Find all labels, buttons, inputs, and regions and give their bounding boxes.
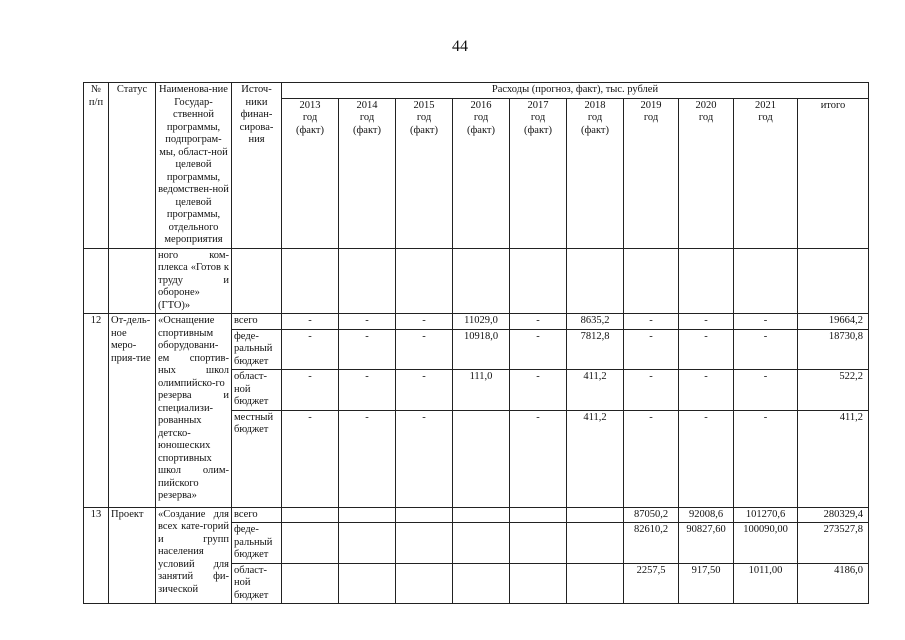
header-name: Наименова-ние Государ-ственной программы, подпрограм-мы, област-ной целевой программы, ведомствен-ной целевой программы, отдельного мероприятия xyxy=(156,83,232,249)
value-cell: 7812,8 xyxy=(567,329,624,370)
value-cell: - xyxy=(339,410,396,507)
item-status: От-дель-ное меро-прия-тие xyxy=(109,314,156,508)
value-cell: - xyxy=(679,370,734,411)
value-cell: - xyxy=(679,329,734,370)
continuation-name: ного ком-плекса «Готов к труду и обороне» (ГТО)» xyxy=(156,248,232,314)
value-cell xyxy=(567,563,624,604)
value-cell: - xyxy=(396,314,453,330)
item-number: 12 xyxy=(84,314,109,508)
value-cell: 87050,2 xyxy=(624,507,679,523)
value-cell xyxy=(339,523,396,564)
value-cell: - xyxy=(734,410,798,507)
value-cell: - xyxy=(679,410,734,507)
value-cell: - xyxy=(734,314,798,330)
table-cell xyxy=(109,248,156,314)
value-cell: 92008,6 xyxy=(679,507,734,523)
value-cell xyxy=(510,507,567,523)
value-cell xyxy=(567,507,624,523)
header-total: итого xyxy=(798,98,869,248)
header-year: 2018 год (факт) xyxy=(567,98,624,248)
table-cell xyxy=(282,248,339,314)
source-cell: всего xyxy=(232,314,282,330)
value-cell xyxy=(510,563,567,604)
expenses-table xyxy=(83,82,869,604)
value-cell: - xyxy=(339,370,396,411)
value-cell xyxy=(282,523,339,564)
value-cell xyxy=(453,507,510,523)
value-cell: - xyxy=(510,314,567,330)
value-cell xyxy=(396,523,453,564)
table-cell xyxy=(510,248,567,314)
value-cell: - xyxy=(510,329,567,370)
value-cell: - xyxy=(396,410,453,507)
source-cell: феде-ральный бюджет xyxy=(232,329,282,370)
item-name: «Оснащение спортивным оборудовани-ем спортив-ных школ олимпийско-го резерва и специализи-рованных детско-юношеских спортивных школ олим-пийского резерва» xyxy=(156,314,232,508)
total-cell: 522,2 xyxy=(798,370,869,411)
table-cell xyxy=(679,248,734,314)
table-row xyxy=(84,314,869,330)
value-cell xyxy=(282,507,339,523)
value-cell: - xyxy=(282,410,339,507)
total-cell: 18730,8 xyxy=(798,329,869,370)
table-cell xyxy=(734,248,798,314)
header-year: 2015 год (факт) xyxy=(396,98,453,248)
value-cell: 1011,00 xyxy=(734,563,798,604)
total-cell: 4186,0 xyxy=(798,563,869,604)
value-cell: - xyxy=(396,329,453,370)
source-cell: област-ной бюджет xyxy=(232,563,282,604)
value-cell: - xyxy=(624,410,679,507)
table-row xyxy=(84,507,869,523)
header-status: Статус xyxy=(109,83,156,249)
value-cell: 411,2 xyxy=(567,410,624,507)
value-cell: 2257,5 xyxy=(624,563,679,604)
header-year: 2013 год (факт) xyxy=(282,98,339,248)
value-cell: 411,2 xyxy=(567,370,624,411)
source-cell: местный бюджет xyxy=(232,410,282,507)
table-cell xyxy=(567,248,624,314)
table-cell xyxy=(339,248,396,314)
item-number: 13 xyxy=(84,507,109,604)
header-year: 2020 год xyxy=(679,98,734,248)
value-cell: 100090,00 xyxy=(734,523,798,564)
value-cell: 10918,0 xyxy=(453,329,510,370)
source-cell: феде-ральный бюджет xyxy=(232,523,282,564)
continuation-row xyxy=(84,248,869,314)
table-cell xyxy=(396,248,453,314)
table-cell xyxy=(232,248,282,314)
header-year: 2014 год (факт) xyxy=(339,98,396,248)
value-cell: 90827,60 xyxy=(679,523,734,564)
value-cell xyxy=(339,507,396,523)
value-cell: - xyxy=(339,314,396,330)
value-cell xyxy=(396,563,453,604)
value-cell xyxy=(339,563,396,604)
table-cell xyxy=(624,248,679,314)
value-cell: - xyxy=(624,370,679,411)
header-year: 2019 год xyxy=(624,98,679,248)
page-number: 44 xyxy=(452,38,468,55)
value-cell: 101270,6 xyxy=(734,507,798,523)
value-cell: - xyxy=(282,314,339,330)
value-cell: - xyxy=(339,329,396,370)
total-cell: 280329,4 xyxy=(798,507,869,523)
value-cell: 8635,2 xyxy=(567,314,624,330)
value-cell: - xyxy=(679,314,734,330)
value-cell: - xyxy=(282,370,339,411)
header-year: 2021 год xyxy=(734,98,798,248)
value-cell: 917,50 xyxy=(679,563,734,604)
value-cell xyxy=(453,410,510,507)
header-year: 2016 год (факт) xyxy=(453,98,510,248)
header-year: 2017 год (факт) xyxy=(510,98,567,248)
header-num: № п/п xyxy=(84,83,109,249)
table-cell xyxy=(798,248,869,314)
table-cell xyxy=(84,248,109,314)
source-cell: област-ной бюджет xyxy=(232,370,282,411)
item-status: Проект xyxy=(109,507,156,604)
source-cell: всего xyxy=(232,507,282,523)
value-cell: - xyxy=(396,370,453,411)
header-source: Источ-ники финан-сирова-ния xyxy=(232,83,282,249)
value-cell: - xyxy=(510,370,567,411)
total-cell: 273527,8 xyxy=(798,523,869,564)
total-cell: 411,2 xyxy=(798,410,869,507)
value-cell xyxy=(453,523,510,564)
value-cell: - xyxy=(734,370,798,411)
value-cell: - xyxy=(282,329,339,370)
header-row xyxy=(84,83,869,99)
value-cell xyxy=(510,523,567,564)
value-cell: 111,0 xyxy=(453,370,510,411)
value-cell: - xyxy=(624,329,679,370)
value-cell xyxy=(282,563,339,604)
header-expenses: Расходы (прогноз, факт), тыс. рублей xyxy=(282,83,869,99)
item-name: «Создание для всех кате-горий и групп населения условий для занятий фи-зической xyxy=(156,507,232,604)
value-cell: 82610,2 xyxy=(624,523,679,564)
value-cell: 11029,0 xyxy=(453,314,510,330)
table-cell xyxy=(453,248,510,314)
value-cell: - xyxy=(624,314,679,330)
value-cell xyxy=(453,563,510,604)
value-cell xyxy=(567,523,624,564)
value-cell xyxy=(396,507,453,523)
value-cell: - xyxy=(510,410,567,507)
total-cell: 19664,2 xyxy=(798,314,869,330)
value-cell: - xyxy=(734,329,798,370)
